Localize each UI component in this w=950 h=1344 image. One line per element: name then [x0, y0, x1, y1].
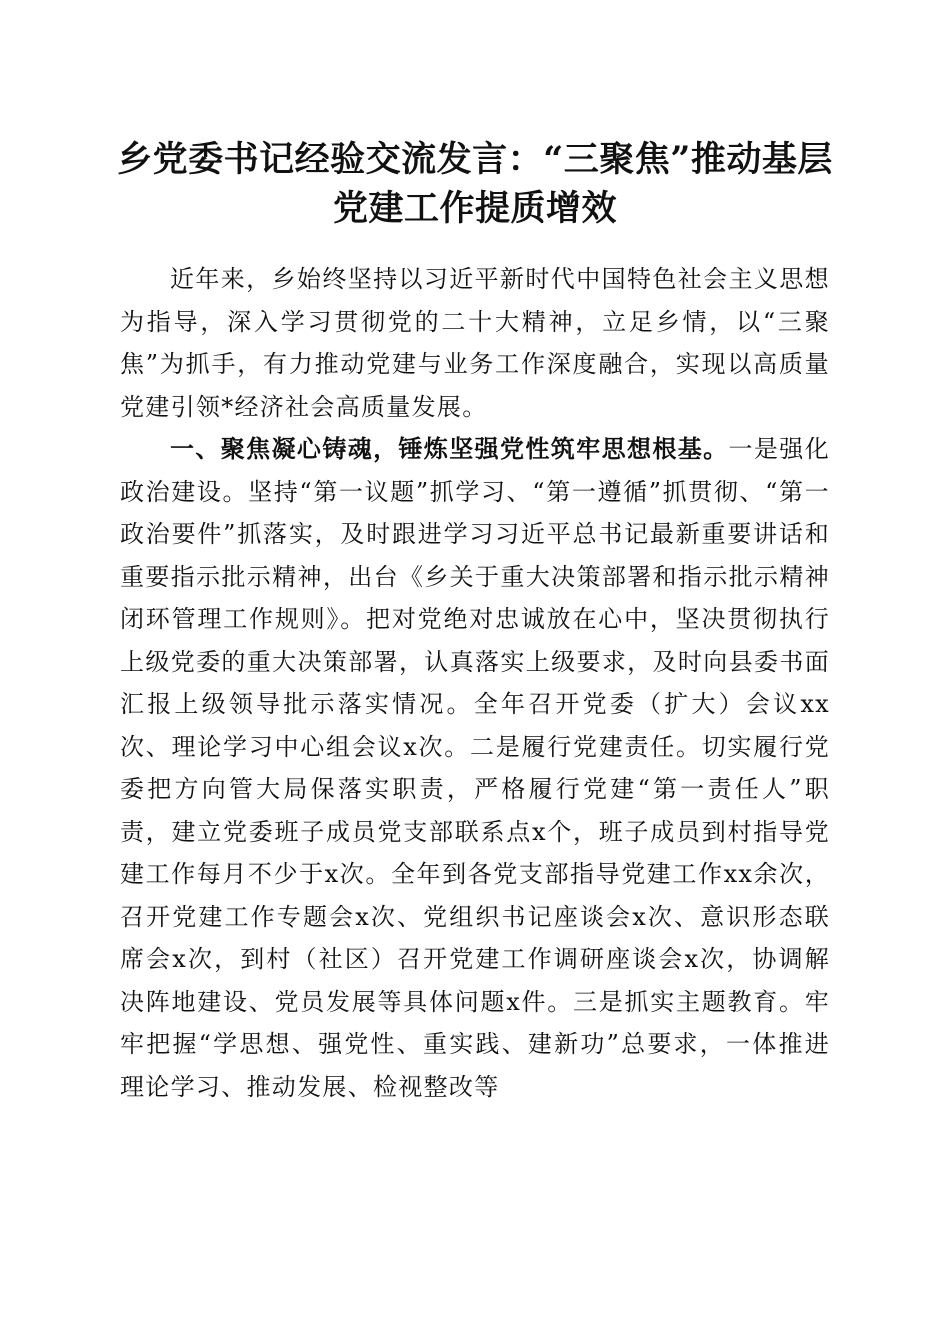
intro-paragraph [120, 258, 830, 428]
document-body [120, 258, 830, 1108]
section-one-paragraph [120, 428, 830, 1108]
section-one-heading: 一、聚焦凝心铸魂，锤炼坚强党性筑牢思想根基。 [170, 434, 729, 463]
document-title: 乡党委书记经验交流发言：“三聚焦”推动基层党建工作提质增效 [117, 139, 833, 229]
section-one-text: 一是强化政治建设。坚持“第一议题”抓学习、“第一遵循”抓贯彻、“第一政治要件”抓落实，及时跟进学习习近平总书记最新重要讲话和重要指示批示精神，出台《乡关于重大决策部署和指示批示精神闭环管理工作规则》。把对党绝对忠诚放在心中，坚决贯彻执行上级党委的重大决策部署，认真落实上级要求，及时向县委书面汇报上级领导批示落实情况。全年召开党委（扩大）会议xx次、理论学习中心组会议x次。二是履行党建责任。切实履行党委把方向管大局保落实职责，严格履行党建“第一责任人”职责，建立党委班子成员党支部联系点x个，班子成员到村指导党建工作每月不少于x次。全年到各党支部指导党建工作xx余次，召开党建工作专题会x次、党组织书记座谈会x次、意识形态联席会x次，到村（社区）召开党建工作调研座谈会x次，协调解决阵地建设、党员发展等具体问题x件。三是抓实主题教育。牢牢把握“学思想、强党性、重实践、建新功”总要求，一体推进理论学习、推动发展、检视整改等 [120, 435, 830, 1101]
intro-paragraph-text: 近年来，乡始终坚持以习近平新时代中国特色社会主义思想为指导，深入学习贯彻党的二十大精神，立足乡情，以“三聚焦”为抓手，有力推动党建与业务工作深度融合，实现以高质量党建引领*经济社会高质量发展。 [120, 265, 830, 421]
